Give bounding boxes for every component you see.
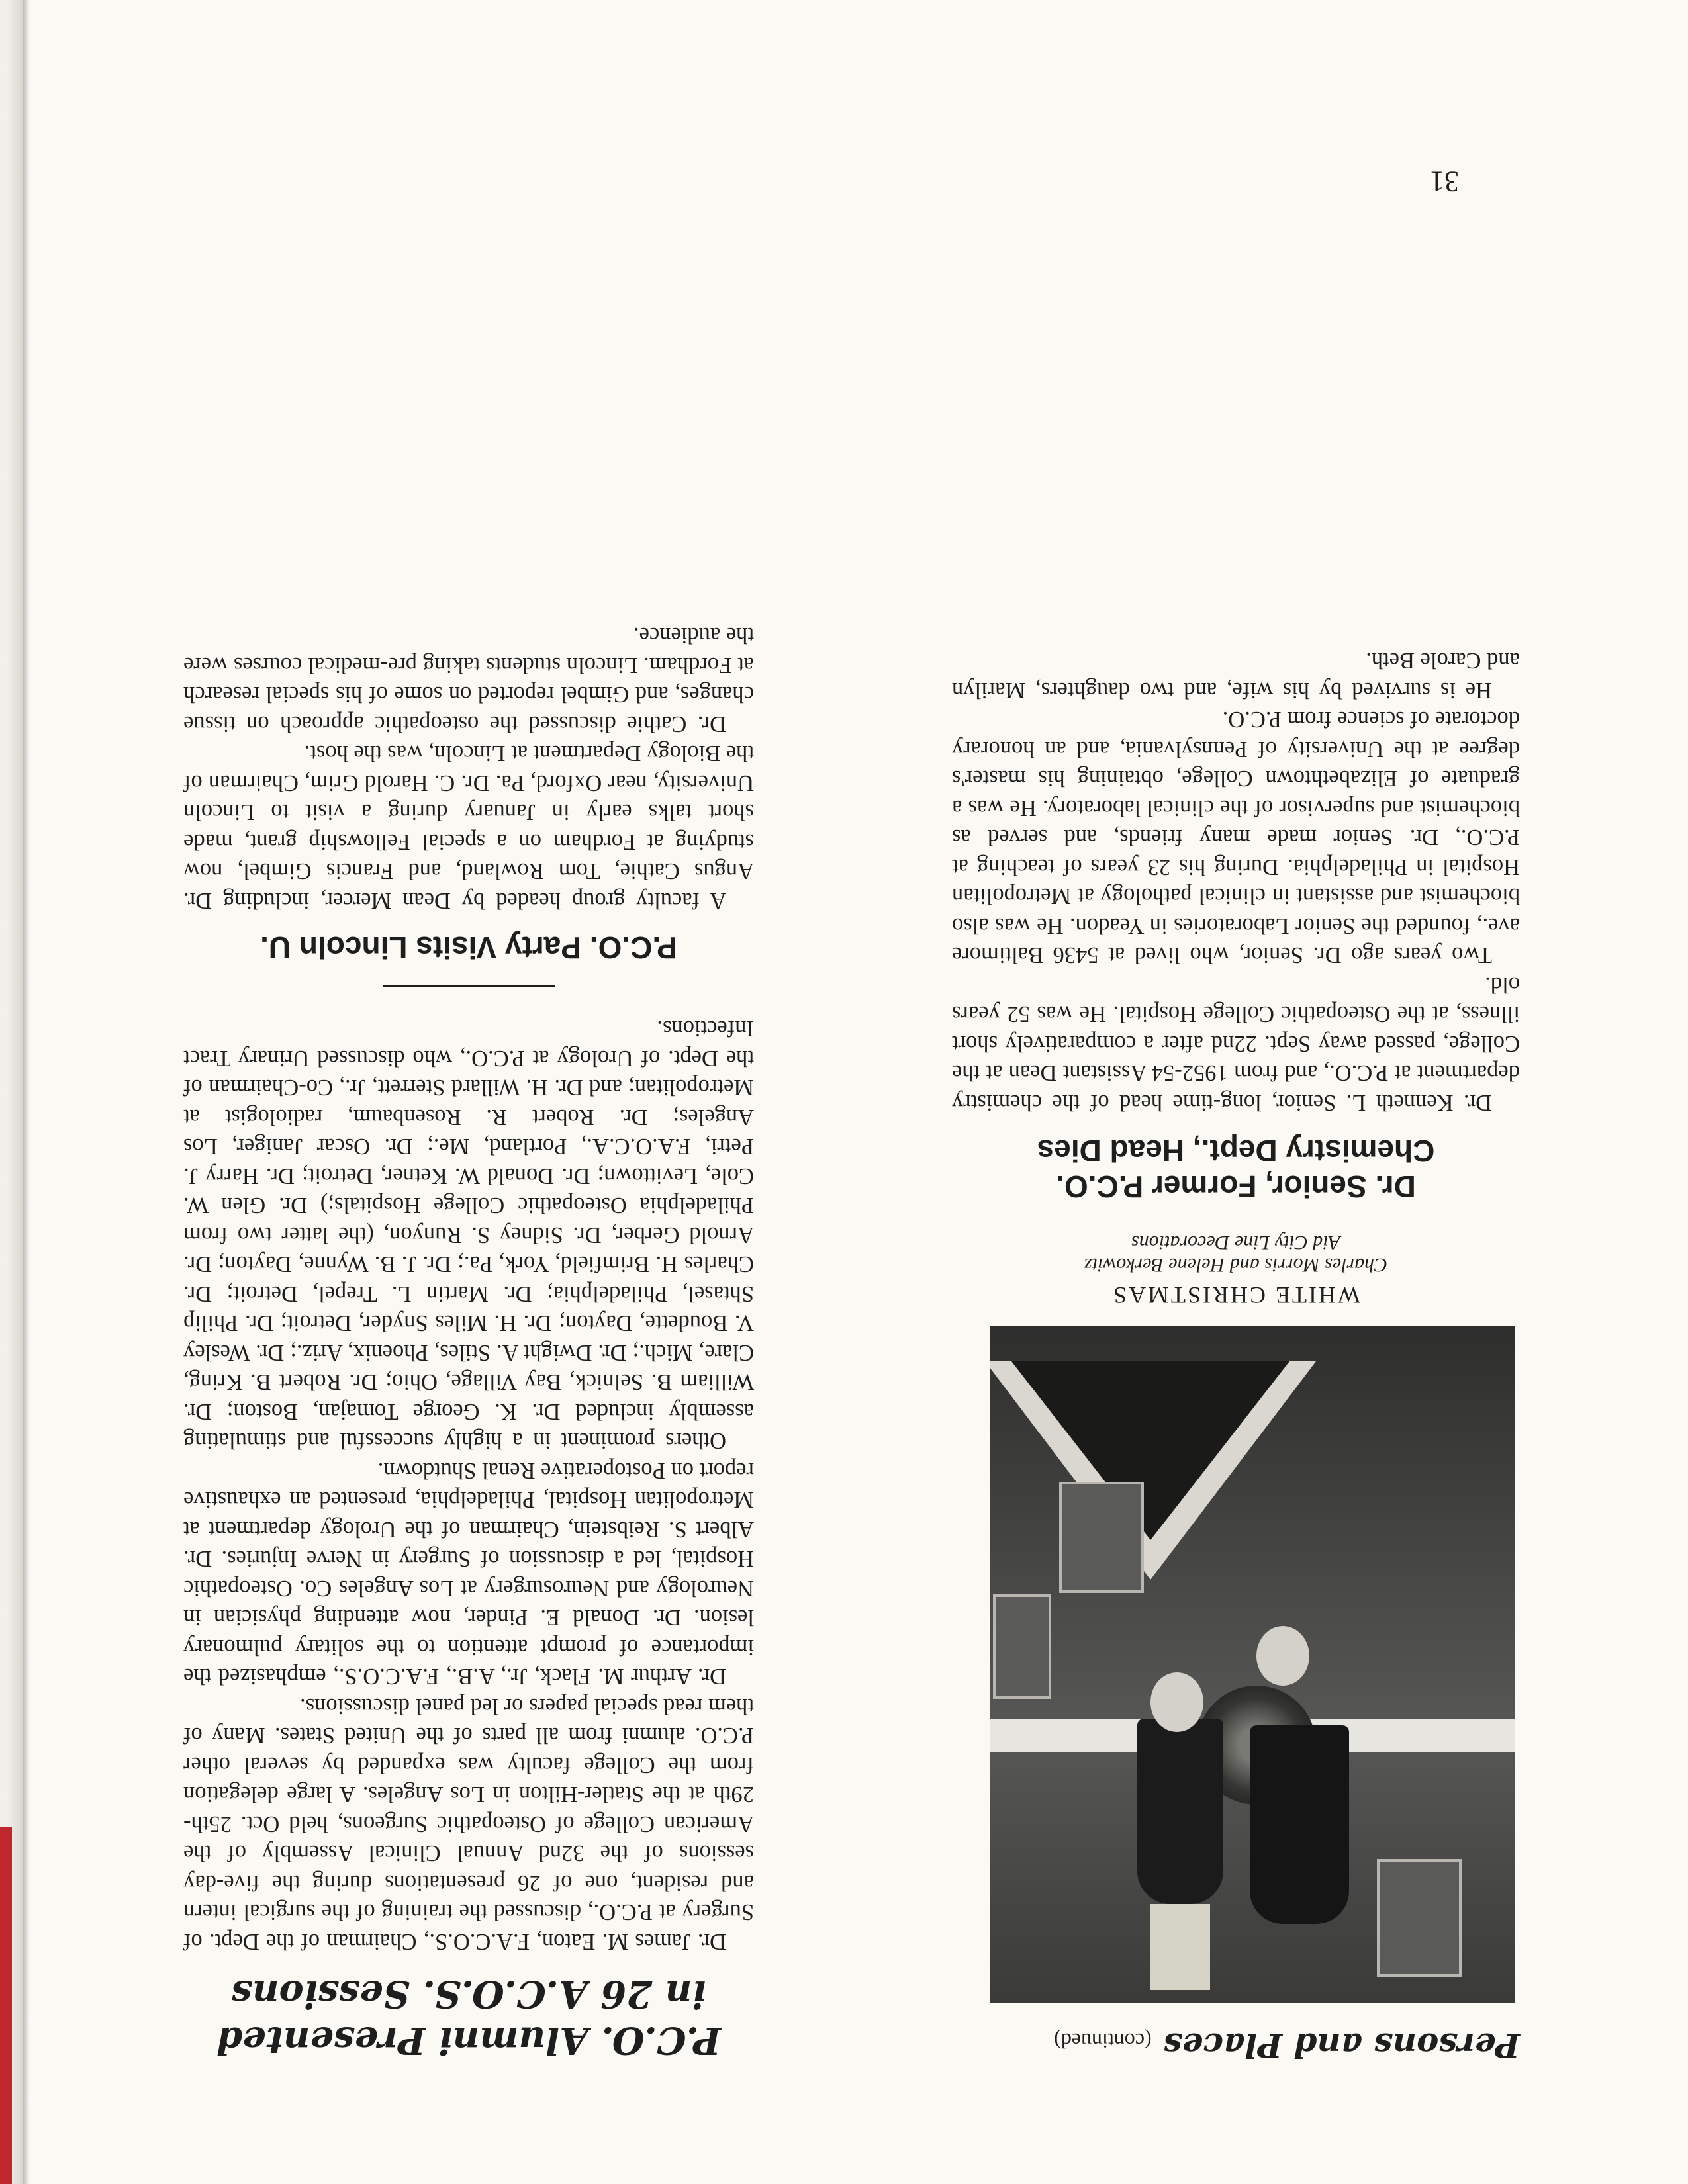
paragraph: Others prominent in a highly successful and stimulating assembly included Dr. K. George Tomajan, Boston; Dr. William B. Selnick, Bay Village, Ohio; Dr. Robert B. Kring, Clare, Mich.; Dr. Dwight A. Stiles, Phoenix, Ariz.; Dr. Wesley V. Boudette, Dayton; Dr. H. Miles Snyder, Detroit; Dr. Philip Shtasel, Philadelphia; Dr. Martin L. Trepel, Detroit; Dr. Charles H. Brimfield, York, Pa.; Dr. J. B. Wynne, Dayton; Dr. Arnold Gerber, Dr. Sidney S. Runyon, (the latter two from Philadelphia Osteopathic College Hospitals;) Dr. Glen W. Cole, Levittown; Dr. Donald W. Ketner, Detroit; Dr. Harry J. Petri, F.A.O.C.A., Portland, Me.; Dr. Oscar Janiger, Los Angeles; Dr. Robert R. Rosenbaum, radiologist at Metropolitan; and Dr. H. Willard Sterrett, Jr., Co-Chairman of the Dept. of Urology at P.C.O., who discussed Urinary Tract Infections. (183, 1016, 754, 1454)
paragraph: Two years ago Dr. Senior, who lived at 5436 Baltimore ave., founded the Senior Laboratories in Yeadon. He was also biochemist and assistant in clinical pathology at Metropolitan Hospital in Philadelphia. During his 23 years of teaching at P.C.O., Dr. Senior made many friends, and served as biochemist and supervisor of the clinical laboratory. He was a graduate of Elizabethtown College, obtaining his master's degree at the University of Pennsylvania, and an honorary doctorate of science from P.C.O. (952, 707, 1520, 968)
section-header (952, 2026, 1520, 2065)
photo-caption (952, 1231, 1520, 1309)
heading-senior-line2: Chemistry Dept., Head Dies (1037, 1134, 1435, 1168)
heading-lincoln: P.C.O. Party Visits Lincoln U. (260, 931, 677, 965)
article-column-persons (952, 646, 1520, 2065)
section-note: (continued) (1054, 2029, 1152, 2053)
page-number: 31 (1430, 165, 1459, 198)
photo-gable-inner (1011, 1361, 1289, 1540)
section-divider (383, 985, 555, 987)
paragraph: A faculty group headed by Dean Mercer, including Dr. Angus Cathie, Tom Rowland, and Francis Gimbel, now studying at Fordham on a special Fellowship grant, made short talks early in January during a visit to Lincoln University, near Oxford, Pa. Dr. C. Harold Grim, Chairman of the Biology Department at Lincoln, was the host. (183, 741, 754, 913)
paragraph: Dr. James M. Eaton, F.A.C.O.S., Chairman of the Dept. of Surgery at P.C.O., discussed the training of the surgical intern and resident, one of 26 presentations during the five-day sessions of the 32nd Annual Clinical Assembly of the American College of Osteopathic Surgeons, held Oct. 25th-29th at the Statler-Hilton in Los Angeles. A large delegation from the College faculty was expanded by several other P.C.O. alumni from all parts of the United States. Many of them read special papers or led panel discussions. (183, 1694, 754, 1954)
paragraph: Dr. Arthur M. Flack, Jr., A.B., F.A.C.O.S., emphasized the importance of prompt attention to the solitary pulmonary lesion. Dr. Donald E. Pinder, now attending physician in Neurology and Neurosurgery at Los Angeles Co. Osteopathic Hospital, led a discussion of Surgery in Nerve Injuries. Dr. Albert S. Reibstein, Chairman of the Urology department at Metropolitan Hospital, Philadelphia, presented an exhaustive report on Postoperative Renal Shutdown. (183, 1458, 754, 1690)
heading-alumni-line1: P.C.O. Alumni Presented (216, 2019, 721, 2062)
photo-legs (1150, 1904, 1210, 1990)
photo-face (1150, 1672, 1203, 1732)
article-column-alumni (183, 621, 754, 2064)
photo-caption-names: Charles Morris and Helene Berkowitz (1084, 1254, 1388, 1276)
page-edge-shadow (23, 0, 30, 2184)
paragraph: Dr. Kenneth L. Senior, long-time head of the chemistry department at P.C.O., and from 1952-54 Assistant Dean at the College, passed away Sept. 22nd after a comparatively short illness, at the Osteopathic College Hospital. He was 52 years old. (952, 972, 1520, 1115)
paragraph: He is survived by his wife, and two daughters, Marilyn and Carole Beth. (952, 648, 1520, 703)
photo-person-right (1137, 1719, 1223, 1904)
photo-person-left (1250, 1725, 1349, 1924)
photo-caption-subtitle: Aid City Line Decorations (1131, 1232, 1340, 1253)
heading-alumni (183, 1971, 754, 2064)
photo-window (993, 1594, 1051, 1699)
rotated-page-content (30, 0, 1688, 2184)
photo-face (1256, 1626, 1309, 1686)
section-title: Persons and Places (1163, 2026, 1520, 2065)
photo-white-christmas (990, 1326, 1515, 2003)
photo-window (1377, 1859, 1462, 1977)
photo-caption-title: WHITE CHRISTMAS (1111, 1282, 1360, 1308)
heading-senior-line1: Dr. Senior, Former P.C.O. (1056, 1169, 1416, 1204)
magazine-page (30, 0, 1688, 2184)
photo-window (1059, 1482, 1144, 1593)
binding-edge (0, 0, 23, 2184)
heading-alumni-line2: in 26 A.C.O.S. Sessions (231, 1972, 706, 2016)
heading-senior (952, 1133, 1520, 1205)
paragraph: Dr. Cathie discussed the osteopathic approach on tissue changes, and Gimbel reported on some of his special research at Fordham. Lincoln students taking pre-medical courses were the audience. (183, 623, 754, 737)
